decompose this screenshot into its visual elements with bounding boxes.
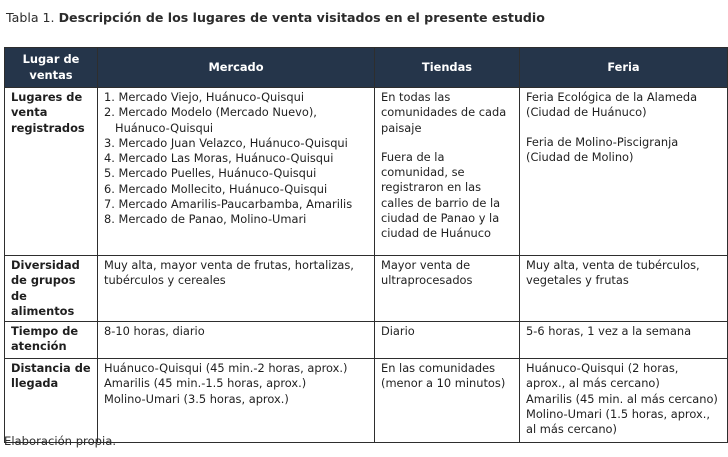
- mercado-cell: 8-10 horas, diario: [98, 322, 375, 359]
- list-item: 3. Mercado Juan Velazco, Huánuco-Quisqui: [104, 135, 348, 150]
- table-row: [5, 359, 728, 443]
- tiendas-paragraph: Fuera de la comunidad, se registraron en las calles de barrio de la ciudad de Panao y la ciudad de Huánuco: [381, 149, 501, 241]
- feria-cell: [520, 88, 728, 256]
- header-tiendas: Tiendas: [375, 48, 520, 88]
- distance-line: Molino-Umari (1.5 horas, aprox., al más cercano): [526, 407, 710, 437]
- header-row: [5, 48, 728, 88]
- list-item: 2. Mercado Modelo (Mercado Nuevo), Huánuco-Quisqui: [104, 105, 317, 135]
- tiendas-paragraph: En todas las comunidades de cada paisaje: [381, 90, 507, 135]
- feria-paragraph: Feria Ecológica de la Alameda (Ciudad de Huánuco): [526, 90, 698, 120]
- sales-places-table: [4, 47, 728, 443]
- table-row: [5, 322, 728, 359]
- caption-title: Descripción de los lugares de venta visitados en el presente estudio: [58, 10, 545, 25]
- distance-line: Huánuco-Quisqui (45 min.-2 horas, aprox.): [104, 361, 348, 376]
- row-label: Diversidad de grupos de alimentos: [5, 256, 98, 322]
- mercado-cell: [98, 359, 375, 443]
- feria-cell: 5-6 horas, 1 vez a la semana: [520, 322, 728, 359]
- header-mercado: Mercado: [98, 48, 375, 88]
- feria-cell: [520, 359, 728, 443]
- header-feria: Feria: [520, 48, 728, 88]
- header-lugar-de-ventas: Lugar de ventas: [5, 48, 98, 88]
- list-item: 1. Mercado Viejo, Huánuco-Quisqui: [104, 90, 304, 104]
- list-item: 6. Mercado Mollecito, Huánuco-Quisqui: [104, 181, 328, 196]
- source-note: Elaboración propia.: [4, 434, 117, 448]
- tiendas-cell: En las comunidades (menor a 10 minutos): [375, 359, 520, 443]
- list-item: 8. Mercado de Panao, Molino-Umari: [104, 212, 307, 227]
- list-item: 5. Mercado Puelles, Huánuco-Quisqui: [104, 166, 317, 181]
- tiendas-cell: [375, 88, 520, 256]
- table-row: [5, 256, 728, 322]
- distance-line: Amarilis (45 min.-1.5 horas, aprox.): [104, 376, 307, 391]
- table-row: [5, 88, 728, 256]
- row-label: Distancia de llegada: [5, 359, 98, 443]
- row-label: Lugares de venta registrados: [5, 88, 98, 256]
- row-label: Tiempo de atención: [5, 322, 98, 359]
- feria-paragraph: Feria de Molino-Piscigranja (Ciudad de Molino): [526, 134, 679, 164]
- distance-line: Huánuco-Quisqui (2 horas, aprox., al más cercano): [526, 361, 679, 391]
- caption-prefix: Tabla 1.: [6, 10, 55, 25]
- distance-line: Amarilis (45 min. al más cercano): [526, 391, 718, 406]
- distance-line: Molino-Umari (3.5 horas, aprox.): [104, 391, 289, 406]
- mercado-cell: [98, 88, 375, 256]
- list-item: 7. Mercado Amarilis-Paucarbamba, Amarilis: [104, 197, 353, 212]
- feria-cell: Muy alta, venta de tubérculos, vegetales y frutas: [520, 256, 728, 322]
- table-caption: [6, 9, 545, 27]
- tiendas-cell: Mayor venta de ultraprocesados: [375, 256, 520, 322]
- list-item: 4. Mercado Las Moras, Huánuco-Quisqui: [104, 151, 334, 166]
- tiendas-cell: Diario: [375, 322, 520, 359]
- mercado-cell: Muy alta, mayor venta de frutas, hortalizas, tubérculos y cereales: [98, 256, 375, 322]
